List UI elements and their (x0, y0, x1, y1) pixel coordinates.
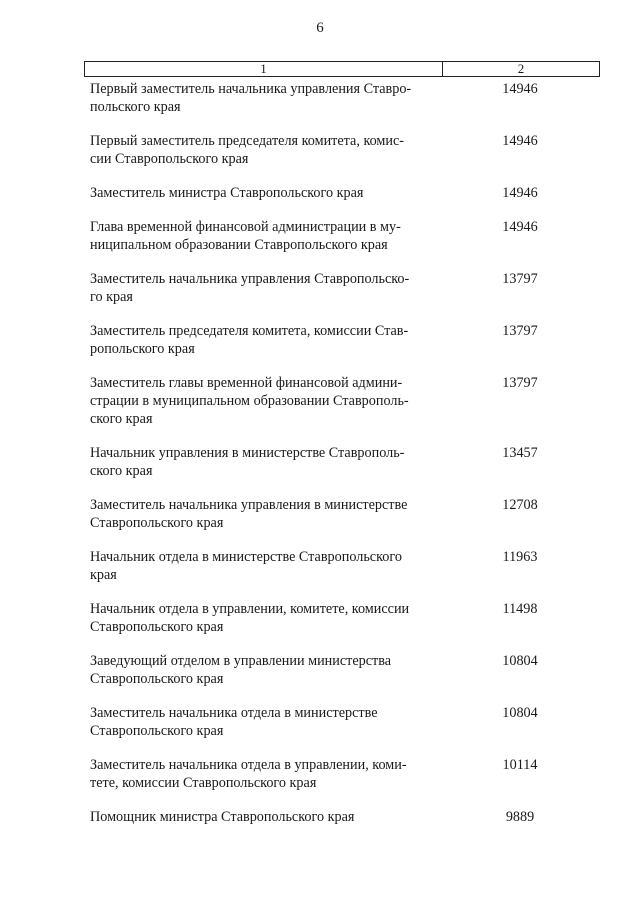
salary-value: 10804 (502, 705, 538, 721)
position-title: Помощник министра Ставропольского края (90, 809, 355, 825)
position-title: Начальник управления в министерстве Ставрополь- ского края (90, 445, 405, 479)
salary-value: 13797 (502, 271, 538, 287)
salary-value: 13797 (502, 323, 538, 339)
position-title: Начальник отдела в министерстве Ставропольского края (90, 549, 402, 583)
salary-value: 14946 (502, 219, 538, 235)
salary-value: 10804 (502, 653, 538, 669)
salary-value: 14946 (502, 133, 538, 149)
position-title: Заместитель начальника управления Ставропольско- го края (90, 271, 410, 305)
position-title: Заведующий отделом в управлении министерства Ставропольского края (90, 653, 392, 687)
position-title: Заместитель председателя комитета, комиссии Став- ропольского края (90, 323, 409, 357)
header-col-2: 2 (517, 61, 525, 76)
salary-value: 13797 (502, 375, 538, 391)
header-col-1: 1 (85, 62, 443, 76)
table-header (84, 61, 600, 77)
salary-value: 9889 (505, 809, 535, 825)
salary-value: 14946 (502, 81, 538, 97)
salary-value: 12708 (502, 497, 538, 513)
position-title: Заместитель начальника отдела в министерстве Ставропольского края (90, 705, 378, 739)
salary-value: 11498 (502, 601, 538, 617)
salary-value: 13457 (502, 445, 538, 461)
position-title: Первый заместитель председателя комитета, комис- сии Ставропольского края (90, 133, 405, 167)
position-title: Заместитель министра Ставропольского края (90, 185, 364, 201)
position-title: Глава временной финансовой администрации в му- ниципальном образовании Ставропольского края (90, 219, 401, 253)
position-title: Первый заместитель начальника управления Ставро- польского края (90, 81, 412, 115)
salary-value: 10114 (502, 757, 538, 773)
salary-value: 11963 (502, 549, 538, 565)
salary-value: 14946 (502, 185, 538, 201)
position-title: Заместитель главы временной финансовой админи- страции в муниципальном образовании Ставрополь- ского края (90, 375, 409, 427)
position-title: Заместитель начальника отдела в управлении, коми- тете, комиссии Ставропольского края (90, 757, 407, 791)
position-title: Начальник отдела в управлении, комитете, комиссии Ставропольского края (90, 601, 410, 635)
page-number: 6 (316, 20, 324, 36)
position-title: Заместитель начальника управления в министерстве Ставропольского края (90, 497, 408, 531)
